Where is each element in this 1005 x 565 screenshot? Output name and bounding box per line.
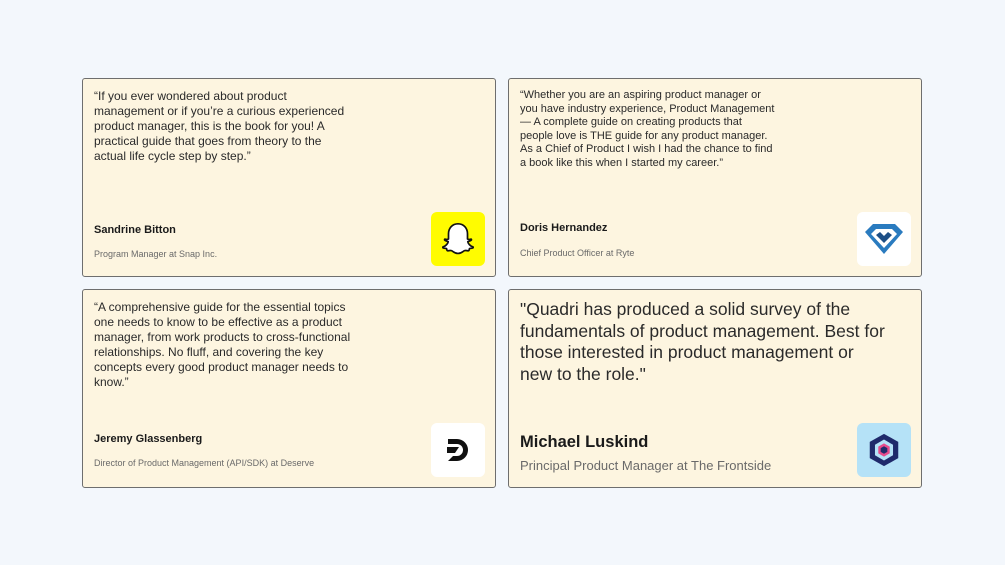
testimonial-author-role: Program Manager at Snap Inc. — [94, 249, 218, 259]
testimonial-author-role: Principal Product Manager at The Frontside — [520, 458, 772, 473]
ryte-diamond-icon — [863, 218, 905, 260]
testimonial-author-role: Director of Product Management (API/SDK) at Deserve — [94, 458, 315, 468]
testimonial-card — [82, 289, 496, 488]
testimonial-card — [508, 78, 922, 277]
frontside-logo — [857, 423, 911, 477]
testimonial-author-name: Sandrine Bitton — [94, 224, 176, 236]
ryte-logo — [857, 212, 911, 266]
testimonial-author-name: Michael Luskind — [520, 433, 649, 451]
snapchat-ghost-icon — [439, 220, 477, 258]
testimonial-author-role: Chief Product Officer at Ryte — [520, 248, 635, 258]
testimonial-card — [508, 289, 922, 488]
frontside-hexagon-icon — [865, 431, 903, 469]
testimonial-quote: “A comprehensive guide for the essential topics one needs to know to be effective as a product manager, from work products to cross-functional relationships. No fluff, and covering the key concepts every good product manager needs to know.” — [94, 300, 351, 389]
deserve-d-icon — [443, 435, 473, 465]
testimonial-quote: “If you ever wondered about product management or if you’re a curious experienced product manager, this is the book for you! A practical guide that goes from theory to the actual life cycle step by step.” — [94, 89, 345, 163]
deserve-logo — [431, 423, 485, 477]
testimonial-author-name: Doris Hernandez — [520, 222, 608, 234]
testimonial-quote: “Whether you are an aspiring product manager or you have industry experience, Product Management — A complete guide on creating products that people love is THE guide for any product manager. As a Chief of Product I wish I had the chance to find a book like this when I started my career.” — [520, 89, 775, 169]
snapchat-logo — [431, 212, 485, 266]
testimonial-quote: "Quadri has produced a solid survey of the fundamentals of product management. Best for those interested in product management or new to the role." — [520, 299, 885, 384]
testimonial-card — [82, 78, 496, 277]
testimonial-author-name: Jeremy Glassenberg — [94, 433, 203, 445]
